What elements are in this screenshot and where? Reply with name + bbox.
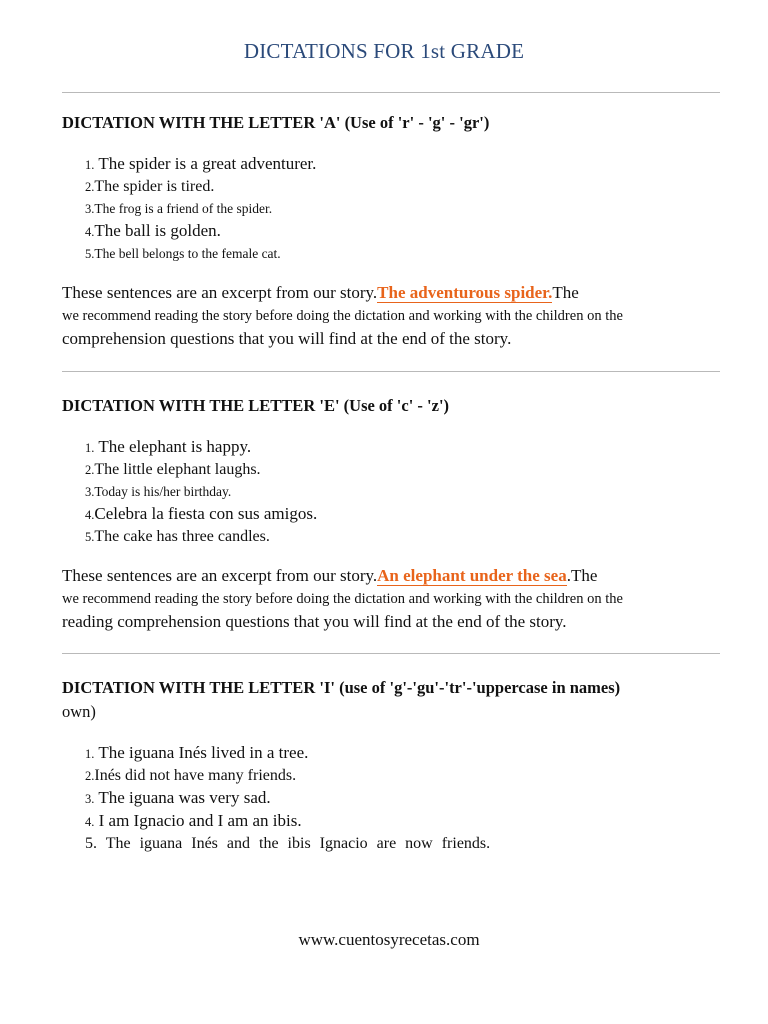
story-note xyxy=(62,564,727,634)
list-item xyxy=(85,787,727,810)
item-text: The iguana was very sad. xyxy=(98,788,271,807)
dictation-section-e xyxy=(62,394,727,634)
divider xyxy=(62,371,720,372)
item-number: 4. xyxy=(85,815,95,829)
item-text: The little elephant laughs. xyxy=(94,461,261,478)
item-number: 1. xyxy=(85,441,95,455)
item-text: The ball is golden. xyxy=(94,221,221,240)
item-number: 3. xyxy=(85,792,95,806)
list-item xyxy=(85,810,727,833)
note-text: comprehension questions that you will find at the end of the story. xyxy=(62,329,512,348)
sentence-list xyxy=(62,153,727,265)
item-text: I am Ignacio and I am an ibis. xyxy=(98,811,302,830)
list-item xyxy=(85,436,727,459)
list-item xyxy=(85,765,727,787)
section-heading: DICTATION WITH THE LETTER 'A' (Use of 'r' - 'g' - 'gr') xyxy=(62,113,490,132)
item-number: 2. xyxy=(85,463,95,477)
section-heading: DICTATION WITH THE LETTER 'E' (Use of 'c' - 'z') xyxy=(62,396,450,415)
footer-website[interactable]: www.cuentosyrecetas.com xyxy=(298,930,480,949)
list-item xyxy=(85,153,727,176)
item-number: 4. xyxy=(85,225,95,239)
item-text: The bell belongs to the female cat. xyxy=(94,246,281,261)
item-text: Celebra la fiesta con sus amigos. xyxy=(94,504,318,523)
item-text: The spider is tired. xyxy=(94,178,215,195)
item-number: 5. xyxy=(85,247,95,261)
note-text: These sentences are an excerpt from our story. xyxy=(62,566,378,585)
heading-tail: own) xyxy=(62,702,96,721)
note-text: reading comprehension questions that you will find at the end of the story. xyxy=(62,612,567,631)
divider xyxy=(62,653,720,654)
dictation-section-i xyxy=(62,676,727,855)
item-text: The cake has three candles. xyxy=(94,528,270,545)
dictation-section-a xyxy=(62,111,727,351)
story-link[interactable]: An elephant under the sea xyxy=(377,566,567,585)
item-text: The iguana Inés lived in a tree. xyxy=(98,743,309,762)
heading-text: DICTATION WITH THE LETTER 'I' (use of 'g'-'gu'-'tr'-'uppercase in names) xyxy=(62,678,621,697)
item-number: 5. xyxy=(85,835,97,852)
note-text: we recommend reading the story before doing the dictation and working with the children on the xyxy=(62,591,623,607)
list-item xyxy=(85,198,727,220)
item-number: 2. xyxy=(85,180,95,194)
note-text: The xyxy=(552,283,579,302)
item-number: 1. xyxy=(85,747,95,761)
item-number: 3. xyxy=(85,202,95,216)
item-text: The frog is a friend of the spider. xyxy=(94,201,273,216)
item-number: 1. xyxy=(85,158,95,172)
item-number: 2. xyxy=(85,769,95,783)
item-text: The iguana Inés and the ibis Ignacio are now friends. xyxy=(105,835,491,852)
list-item xyxy=(85,243,727,265)
item-text: The elephant is happy. xyxy=(98,437,252,456)
sentence-list xyxy=(62,436,727,548)
list-item xyxy=(85,176,727,198)
page-title: DICTATIONS FOR 1st GRADE xyxy=(243,39,525,63)
list-item xyxy=(85,503,727,526)
item-text: Inés did not have many friends. xyxy=(94,767,297,784)
item-text: The spider is a great adventurer. xyxy=(98,154,317,173)
section-heading xyxy=(62,676,727,724)
note-text: we recommend reading the story before doing the dictation and working with the children on the xyxy=(62,308,623,324)
item-number: 3. xyxy=(85,485,95,499)
note-text: These sentences are an excerpt from our story. xyxy=(62,283,378,302)
item-text: Today is his/her birthday. xyxy=(94,484,232,499)
story-note xyxy=(62,281,727,351)
story-link[interactable]: The adventurous spider. xyxy=(377,283,553,302)
list-item xyxy=(85,459,727,481)
note-text: .The xyxy=(566,566,598,585)
item-number: 5. xyxy=(85,530,95,544)
list-item xyxy=(85,220,727,243)
item-number: 4. xyxy=(85,508,95,522)
list-item xyxy=(85,742,727,765)
divider xyxy=(62,92,720,93)
list-item xyxy=(85,526,727,548)
sentence-list xyxy=(62,742,727,855)
list-item xyxy=(85,481,727,503)
list-item xyxy=(85,833,727,855)
